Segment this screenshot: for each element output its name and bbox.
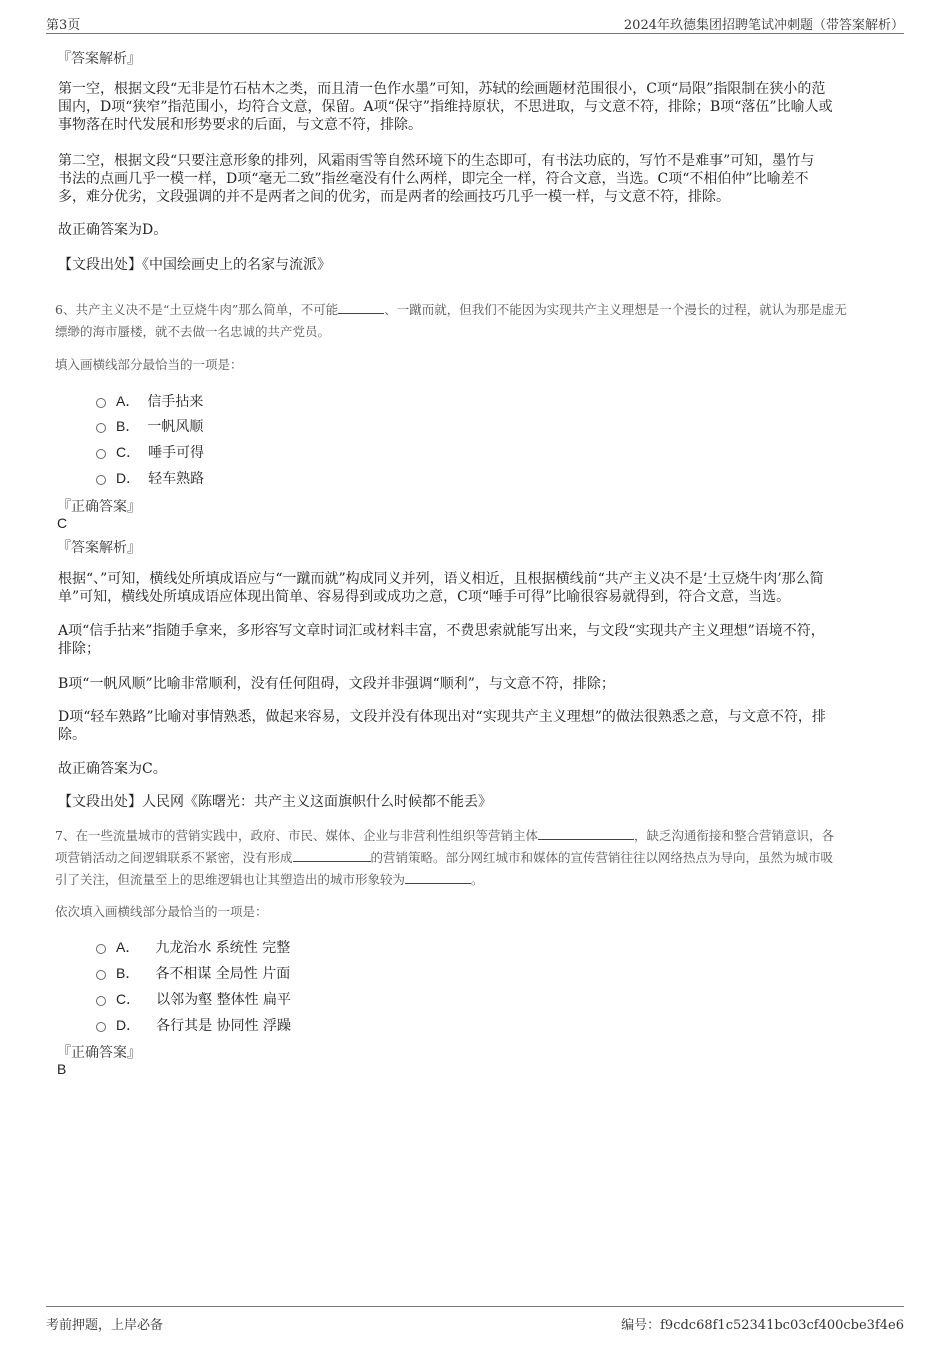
option-letter: A． [116,393,140,409]
footer-divider [46,1306,904,1307]
answer-blank [293,849,371,862]
radio-button[interactable] [96,423,106,433]
text-line: 事物落在时代发展和形势要求的后面，与文意不符，排除。 [58,117,422,133]
footer-slogan: 考前押题，上岸必备 [46,1318,164,1333]
q6-analysis-paragraph-3 [58,675,890,693]
option-text: 以邻为壑 整体性 扁平 [156,992,292,1008]
option-letter: B． [116,965,140,981]
option-letter: D． [116,1017,141,1033]
q5-analysis-paragraph-1 [58,80,890,134]
q6-option-b[interactable] [96,416,203,436]
q6-analysis-paragraph-2 [58,622,890,658]
q7-prompt: 依次填入画横线部分最恰当的一项是： [55,904,268,919]
radio-button[interactable] [96,944,106,954]
q7-option-c[interactable] [96,989,291,1009]
radio-button[interactable] [96,475,106,485]
option-text: 各不相谋 全局性 片面 [155,966,291,982]
q6-analysis-paragraph-1 [58,570,890,606]
radio-button[interactable] [96,398,106,408]
option-text: 各行其是 协同性 浮躁 [156,1018,292,1034]
q6-correct-answer-label: 『正确答案』 [57,499,141,515]
header-divider [46,33,904,34]
q6-conclusion: 故正确答案为C。 [58,761,167,777]
q7-stem [55,825,897,891]
radio-button[interactable] [96,970,106,980]
q6-prompt: 填入画横线部分最恰当的一项是： [55,357,243,372]
option-text: 信手拈来 [147,394,204,410]
text-line: 7、在一些流量城市的营销实践中，政府、市民、媒体、企业与非营利性组织等营销主体 ，缺乏沟通衔接和整合营销意识，各 [55,828,834,843]
document-title: 2024年玖德集团招聘笔试冲刺题（带答案解析） [623,18,904,33]
answer-blank [338,301,384,314]
q6-source: 【文段出处】人民网《陈曙光：共产主义这面旗帜什么时候都不能丢》 [58,794,492,810]
q5-analysis-paragraph-2 [58,152,890,206]
q7-correct-answer-label: 『正确答案』 [57,1045,141,1061]
option-letter: A． [116,939,140,955]
q7-option-a[interactable] [96,937,290,957]
q5-source: 【文段出处】《中国绘画史上的名家与流派》 [58,257,331,273]
text-line: 除。 [58,727,86,743]
q6-option-c[interactable] [96,442,204,462]
text-line: 多，难分优劣，文段强调的并不是两者之间的优劣，而是两者的绘画技巧几乎一模一样，与文意不符，排除。 [58,189,730,205]
radio-button[interactable] [96,996,106,1006]
q6-stem [55,299,897,343]
text-line: 第二空，根据文段“只要注意形象的排列，风霜雨雪等自然环境下的生态即可，有书法功底的，写竹不是难事”可知，墨竹与 [58,153,815,169]
text-line: 围内，D项“狭窄”指范围小，均符合文意，保留。A项“保守”指维持原状，不思进取，与文意不符，排除；B项“落伍”比喻人或 [58,99,833,115]
text-line: 排除； [58,641,100,657]
option-letter: D． [116,470,141,486]
text-line: D项“轻车熟路”比喻对事情熟悉，做起来容易，文段并没有体现出对“实现共产主义理想”的做法很熟悉之意，与文意不符，排 [58,709,826,725]
q7-option-b[interactable] [96,963,290,983]
option-letter: B． [116,418,140,434]
text-line: 项营销活动之间逻辑联系不紧密，没有形成 的营销策略。部分网红城市和媒体的宣传营销往往以网络热点为导向，虽然为城市吸 [55,850,834,865]
text-line: 引了关注，但流量至上的思维逻辑也让其塑造出的城市形象较为 。 [55,872,484,887]
option-text: 九龙治水 系统性 完整 [155,940,291,956]
q6-correct-answer-value: C [57,515,68,531]
q6-analysis-label: 『答案解析』 [57,540,141,556]
q6-analysis-paragraph-4 [58,708,890,744]
text-line: 根据“、”可知，横线处所填成语应与“一蹴而就”构成同义并列，语义相近，且根据横线前“共产主义决不是‘土豆烧牛肉’那么简 [58,571,824,587]
option-text: 轻车熟路 [148,471,205,487]
answer-blank [538,827,634,840]
q5-conclusion: 故正确答案为D。 [58,222,168,238]
page-number: 第3页 [46,18,81,33]
text-line: 第一空，根据文段“无非是竹石枯木之类，而且清一色作水墨”可知，苏轼的绘画题材范围很小，C项“局限”指限制在狭小的范 [58,81,826,97]
option-letter: C． [116,991,141,1007]
option-text: 一帆风顺 [147,419,204,435]
option-letter: C． [116,444,141,460]
radio-button[interactable] [96,1022,106,1032]
q5-analysis-label: 『答案解析』 [57,51,141,67]
answer-blank [405,871,471,884]
q6-option-d[interactable] [96,468,204,488]
q7-correct-answer-value: B [57,1061,67,1077]
text-line: 书法的点画几乎一模一样，D项“毫无二致”指丝毫没有什么两样，即完全一样，符合文意，当选。C项“不相伯仲”比喻差不 [58,171,809,187]
q6-option-a[interactable] [96,391,203,411]
text-line: 6、共产主义决不是“土豆烧牛肉”那么简单，不可能 、一蹴而就，但我们不能因为实现共产主义理想是一个漫长的过程，就认为那是虚无 [55,302,847,317]
text-line: A项“信手拈来”指随手拿来，多形容写文章时词汇或材料丰富，不费思索就能写出来，与文段“实现共产主义理想”语境不符， [58,623,825,639]
document-serial: 编号：f9cdc68f1c52341bc03cf400cbe3f4e6 [621,1318,904,1333]
text-line: 缥缈的海市蜃楼，就不去做一名忠诚的共产党员。 [55,324,331,339]
option-text: 唾手可得 [148,445,205,461]
text-line: 单”可知，横线处所填成语应体现出简单、容易得到或成功之意，C项“唾手可得”比喻很容易就得到，符合文意，当选。 [58,589,791,605]
radio-button[interactable] [96,449,106,459]
text-line: B项“一帆风顺”比喻非常顺利，没有任何阻碍，文段并非强调“顺利”，与文意不符，排除； [58,676,615,692]
q7-option-d[interactable] [96,1015,291,1035]
